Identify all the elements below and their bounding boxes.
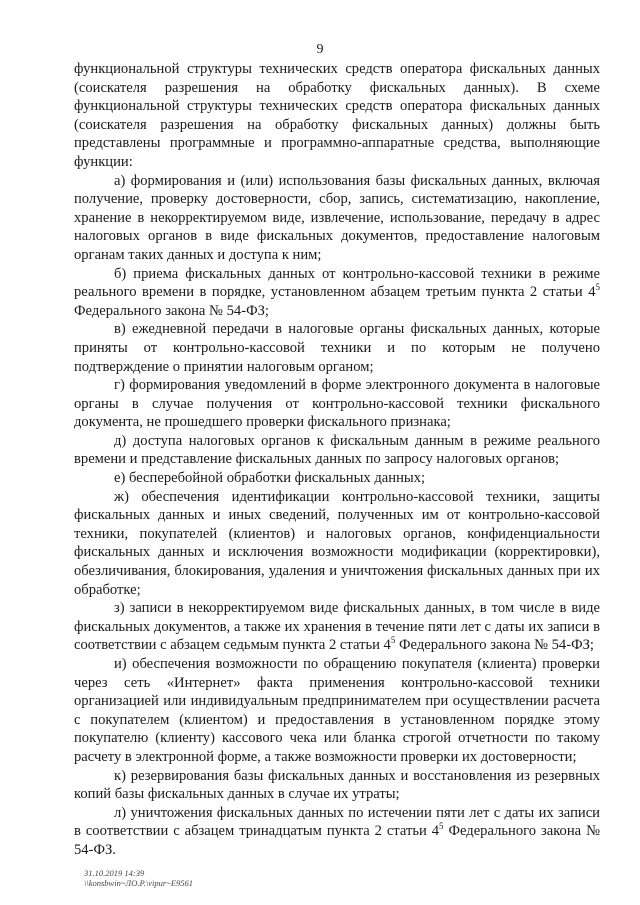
footer-timestamp: 31.10.2019 14:39 [84,868,145,878]
paragraph-g: г) формирования уведомлений в форме электронного документа в налоговые органы в случае получения от контрольно-кассовой техники фискального документа, не прошедшего проверки фискального признака; [74,377,600,431]
paragraph-e: е) бесперебойной обработки фискальных данных; [114,470,426,487]
superscript: 5 [595,282,600,293]
paragraph-z: з) записи в некорректируемом виде фискальных данных, в том числе в виде фискальных документов, а также их хранения в течение пяти лет с даты их записи в соответствии с абзацем седьмым пункта 2 статьи $4^5$ Федерального закона № 54-ФЗ; [74,600,600,654]
footer-file-path: \\konsbwin~ЛО.Р.\vipur~Е9561 [84,878,194,888]
paragraph-v: в) ежедневной передачи в налоговые органы фискальных данных, которые приняты от контрольно-кассовой техники и по которым не получено подтверждение о принятии налоговым органом; [74,321,600,375]
paragraph-intro: функциональной структуры технических средств оператора фискальных данных (соискателя разрешения на обработку фискальных данных). В схеме функциональной структуры технических средств оператора фискальных данных (соискателя разрешения на обработку фискальных данных) должны быть представлены программные и программно-аппаратные средства, выполняющие функции: [74,61,600,170]
paragraph-i: и) обеспечения возможности по обращению покупателя (клиента) проверки через сеть «Интернет» факта применения контрольно-кассовой техники организацией или индивидуальным предпринимателем при осуществлении расчета с покупателем (клиентом) и предоставления в установленном порядке этому покупателю (клиенту) кассового чека или бланка строгой отчетности по такому расчету в электронной форме, а также возможности проверки их достоверности; [74,656,600,765]
superscript: 5 [439,821,444,832]
paragraph-l: л) уничтожения фискальных данных по истечении пяти лет с даты их записи в соответствии с абзацем тринадцатым пункта 2 статьи $4^5$ Федерального закона № 54-ФЗ. [74,804,600,858]
paragraph-b: б) приема фискальных данных от контрольно-кассовой техники в режиме реального времени в порядке, установленном абзацем третьим пункта 2 статьи $4^5$ Федерального закона № 54-ФЗ; [74,265,600,319]
paragraph-a: а) формирования и (или) использования базы фискальных данных, включая получение, проверку достоверности, сбор, запись, систематизацию, накопление, хранение в некорректируемом виде, извлечение, использование, передачу в адрес налоговых органов в виде фискальных документов, предоставление налоговым органам таких данных и доступа к ним; [74,172,600,263]
paragraph-k: к) резервирования базы фискальных данных и восстановления из резервных копий базы фискальных данных в случае их утраты; [74,767,600,803]
paragraph-d: д) доступа налоговых органов к фискальным данным в режиме реального времени и представление фискальных данных по запросу налоговых органов; [74,432,600,468]
superscript: 5 [390,635,396,646]
page-number: 9 [316,42,324,57]
document-body [74,60,600,860]
paragraph-zh: ж) обеспечения идентификации контрольно-кассовой техники, защиты фискальных данных и иных сведений, полученных им от контрольно-кассовой техники, покупателей (клиентов) и налоговых органов, конфиденциальности фискальных данных и исключения возможности модификации (корректировки), обезличивания, блокирования, удаления и уничтожения фискальных данных при их обработке; [74,488,600,598]
footer-stamp [84,868,193,888]
